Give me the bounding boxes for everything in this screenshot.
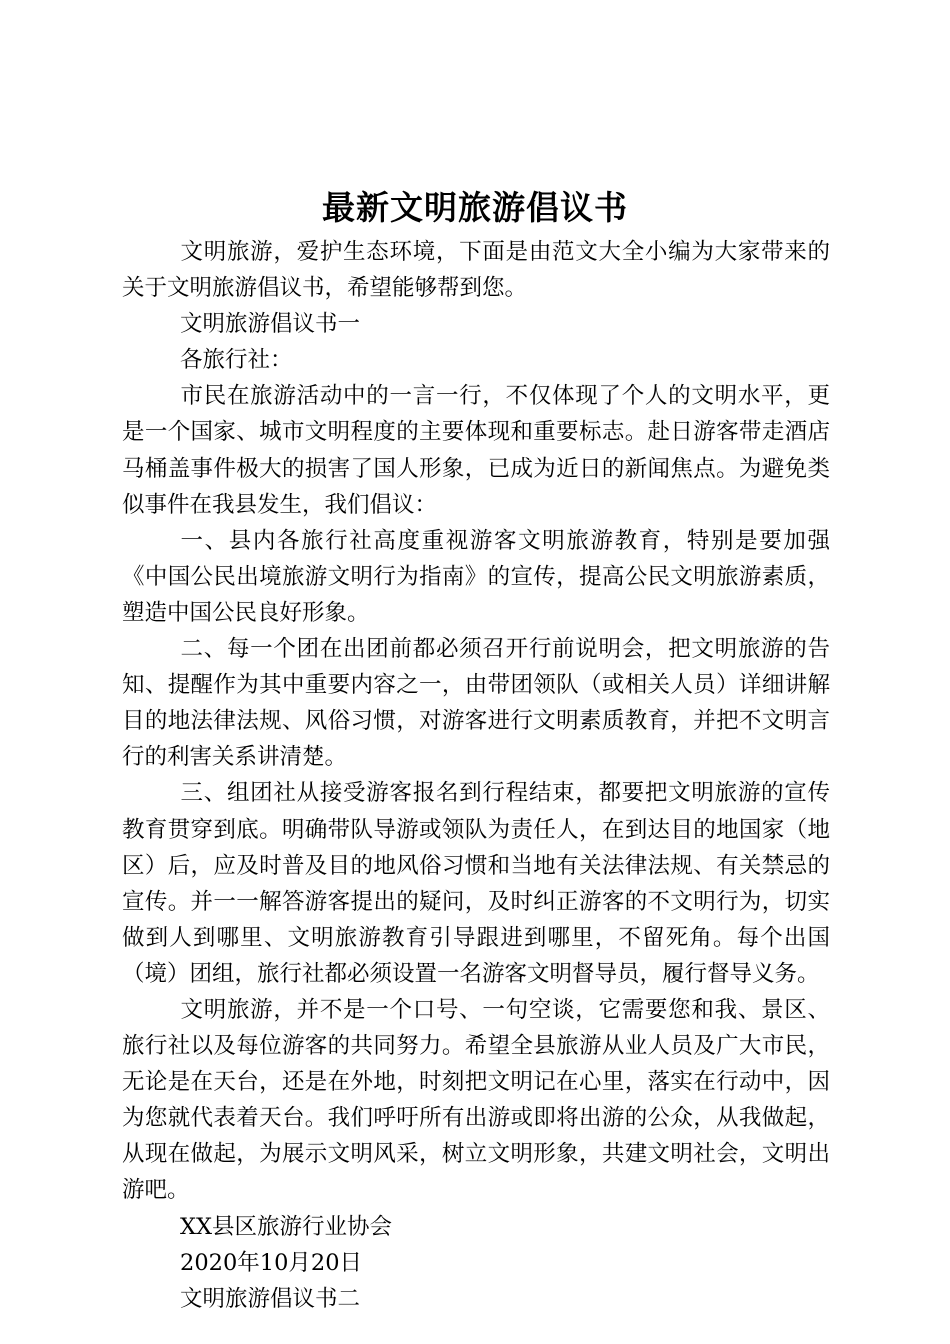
body-paragraph-2: 一、县内各旅行社高度重视游客文明旅游教育，特别是要加强《中国公民出境旅游文明行为指南》的宣传，提高公民文明旅游素质，塑造中国公民良好形象。 <box>122 527 830 626</box>
date: 2020年10月20日 <box>180 1249 363 1276</box>
document-title: 最新文明旅游倡议书 <box>322 188 628 227</box>
body-paragraph-3: 二、每一个团在出团前都必须召开行前说明会，把文明旅游的告知、提醒作为其中重要内容之一，由带团领队（或相关人员）详细讲解目的地法律法规、风俗习惯，对游客进行文明素质教育，并把不文明言行的利害关系讲清楚。 <box>122 636 830 771</box>
intro-paragraph: 文明旅游，爱护生态环境，下面是由范文大全小编为大家带来的关于文明旅游倡议书，希望能够帮到您。 <box>122 239 830 302</box>
section-one-heading: 文明旅游倡议书一 <box>180 311 361 338</box>
document-body <box>122 234 830 1317</box>
signature: XX县区旅游行业协会 <box>180 1213 393 1240</box>
body-paragraph-1: 市民在旅游活动中的一言一行，不仅体现了个人的文明水平，更是一个国家、城市文明程度的主要体现和重要标志。赴日游客带走酒店马桶盖事件极大的损害了国人形象，已成为近日的新闻焦点。为避免类似事件在我县发生，我们倡议： <box>122 383 830 518</box>
body-paragraph-5: 文明旅游，并不是一个口号、一句空谈，它需要您和我、景区、旅行社以及每位游客的共同努力。希望全县旅游从业人员及广大市民，无论是在天台，还是在外地，时刻把文明记在心里，落实在行动中，因为您就代表着天台。我们呼吁所有出游或即将出游的公众，从我做起，从现在做起，为展示文明风采，树立文明形象，共建文明社会，文明出游吧。 <box>122 996 830 1204</box>
salutation: 各旅行社： <box>180 347 293 374</box>
body-paragraph-4: 三、组团社从接受游客报名到行程结束，都要把文明旅游的宣传教育贯穿到底。明确带队导游或领队为责任人，在到达目的地国家（地区）后，应及时普及目的地风俗习惯和当地有关法律法规、有关禁忌的宣传。并一一解答游客提出的疑问，及时纠正游客的不文明行为，切实做到人到哪里、文明旅游教育引导跟进到哪里，不留死角。每个出国（境）团组，旅行社都必须设置一名游客文明督导员，履行督导义务。 <box>122 780 830 987</box>
section-two-heading: 文明旅游倡议书二 <box>180 1285 361 1312</box>
